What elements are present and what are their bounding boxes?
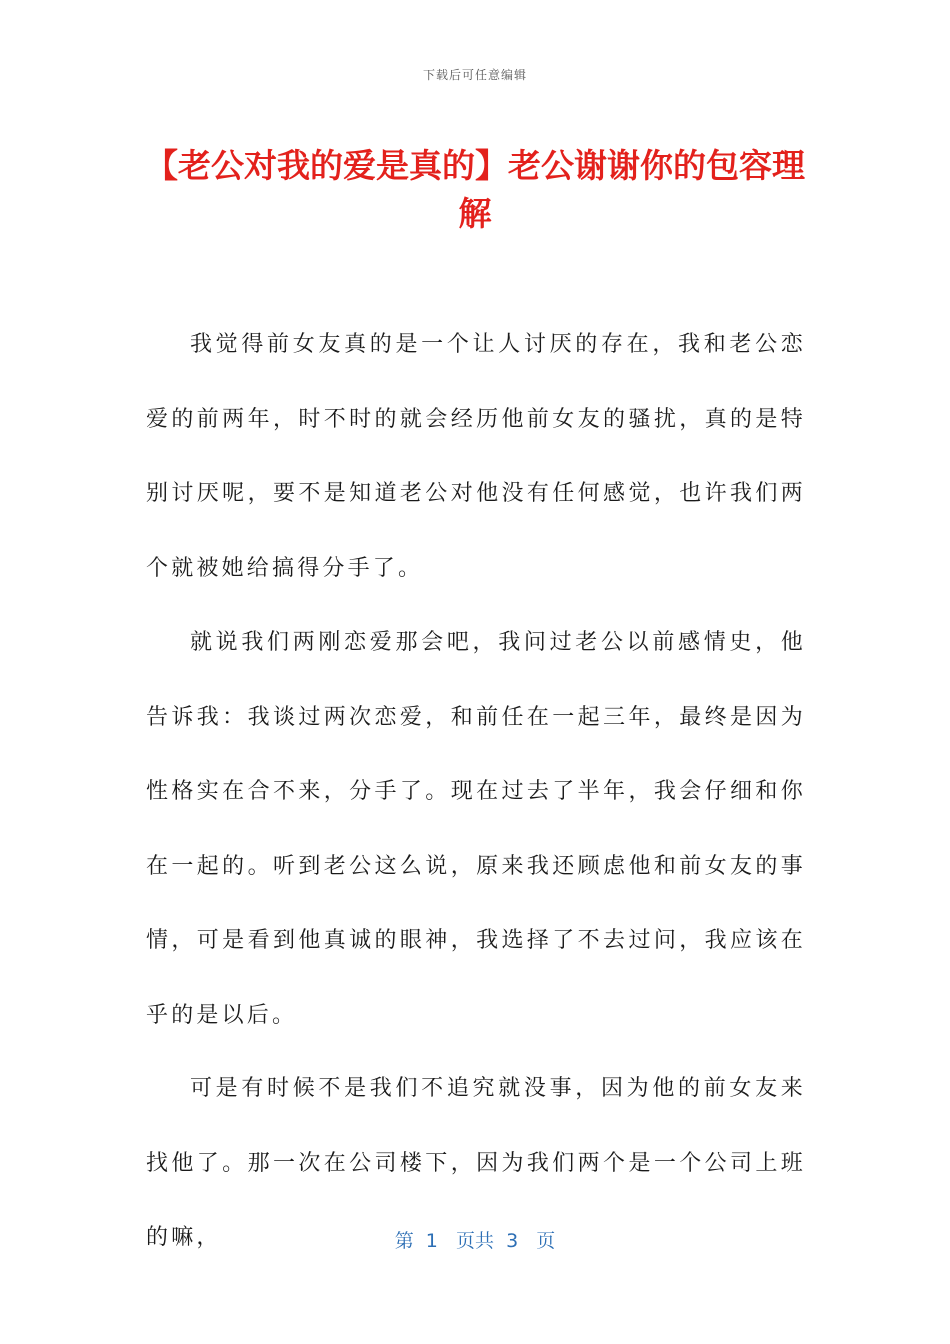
paragraph-text: 可是有时候不是我们不追究就没事，因为他的前女友来找他了。那一次在公司楼下，因为我们两个是一个公司上班的嘛， — [146, 1076, 806, 1250]
paragraph-text: 就说我们两刚恋爱那会吧，我问过老公以前感情史，他告诉我：我谈过两次恋爱，和前任在一起三年，最终是因为性格实在合不来，分手了。现在过去了半年，我会仔细和你在一起的。听到老公这么说，原来我还顾虑他和前女友的事情，可是看到他真诚的眼神，我选择了不去过问，我应该在乎的是以后。 — [146, 630, 806, 1028]
paragraph-text: 我觉得前女友真的是一个让人讨厌的存在，我和老公恋爱的前两年，时不时的就会经历他前女友的骚扰，真的是特别讨厌呢，要不是知道老公对他没有任何感觉，也许我们两个就被她给搞得分手了。 — [146, 332, 806, 581]
document-title: 【老公对我的爱是真的】老公谢谢你的包容理解 — [145, 146, 805, 233]
page-number-footer: 第 1 页共 3 页 — [394, 1230, 556, 1252]
paragraph-2 — [146, 606, 806, 1053]
paragraph-1 — [146, 308, 806, 606]
header-note: 下载后可任意编辑 — [422, 68, 527, 82]
